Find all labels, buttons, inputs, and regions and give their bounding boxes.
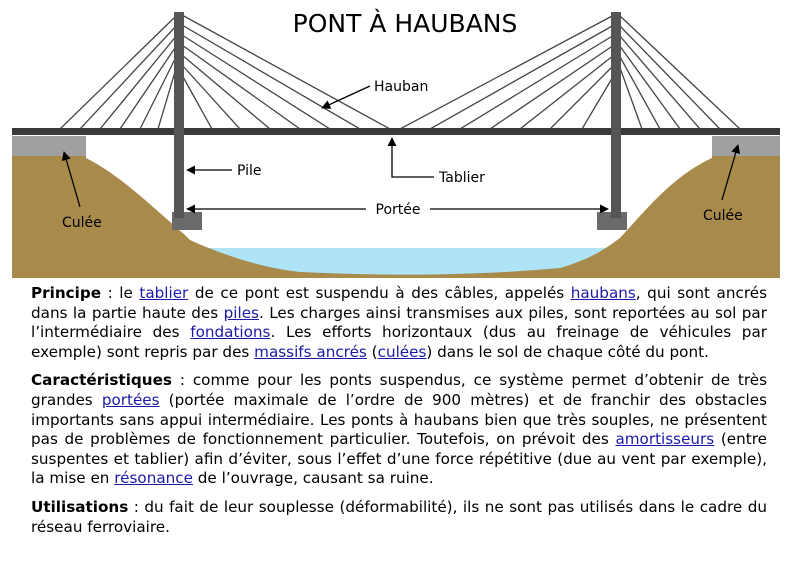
link-piles[interactable]: piles [223,303,259,322]
text: de l’ouvrage, causant sa ruine. [192,469,434,488]
text: (entre suspentes et tablier) afin d’éviter, sous l’effet d’une force répétitive (due au vent par exemple), la mise en [31,430,767,488]
abutment-left [12,136,86,156]
heading-principe: Principe [31,284,102,302]
text: de ce pont est suspendu à des câbles, appelés [188,284,571,302]
link-resonance[interactable]: résonance [114,469,193,488]
link-portees[interactable]: portées [101,390,160,409]
heading-caracteristiques: Caractéristiques [31,371,172,390]
text: ) dans le sol de chaque côté du pont. [426,342,709,361]
link-amortisseurs[interactable]: amortisseurs [615,430,715,449]
label-hauban: Hauban [374,79,429,95]
label-tablier: Tablier [439,170,485,186]
text: , qui sont ancrés dans la partie haute des [31,284,767,322]
link-haubans[interactable]: haubans [570,284,636,302]
pylon-right [611,12,621,218]
paragraph-caracteristiques [31,371,767,489]
text: (portée maximale de l’ordre de 900 mètres) et de franchir des obstacles importants sans appui intermédiaire. Les ponts à haubans bien que très souples, ne présentent pas de problèmes de fonctionnement particulier. Toutefois, on prévoit des [31,390,767,449]
text: . Les charges ainsi transmises aux piles, sont reportées au sol par l’intermédiaire des [31,303,767,342]
link-fondations[interactable]: fondations [190,323,271,342]
text: : le [101,284,140,302]
deck [12,128,780,135]
label-culee-left: Culée [62,215,102,231]
pointer-tablier [392,138,434,177]
text: . Les efforts horizontaux (dus au freinage de véhicules par exemple) sont repris par des [31,323,767,361]
pylon-left [174,12,184,218]
paragraph-utilisations [31,498,767,537]
heading-utilisations: Utilisations [31,497,129,516]
bridge-diagram [0,0,793,282]
label-culee-right: Culée [703,208,743,224]
text: ( [366,342,378,361]
paragraph-principe [31,284,767,362]
text: : comme pour les ponts suspendus, ce système permet d’obtenir de très grandes [31,371,767,409]
link-culees[interactable]: culées [377,342,427,361]
link-massifs-ancres[interactable]: massifs ancrés [254,342,367,361]
explanation-text [31,284,767,546]
link-tablier[interactable]: tablier [139,284,189,302]
text: : du fait de leur souplesse (déformabilité), ils ne sont pas utilisés dans le cadre du réseau ferroviaire. [31,497,767,536]
diagram-title: PONT À HAUBANS [292,9,518,38]
label-portee: Portée [375,202,421,218]
abutment-right [712,136,780,156]
label-pile: Pile [237,163,262,179]
